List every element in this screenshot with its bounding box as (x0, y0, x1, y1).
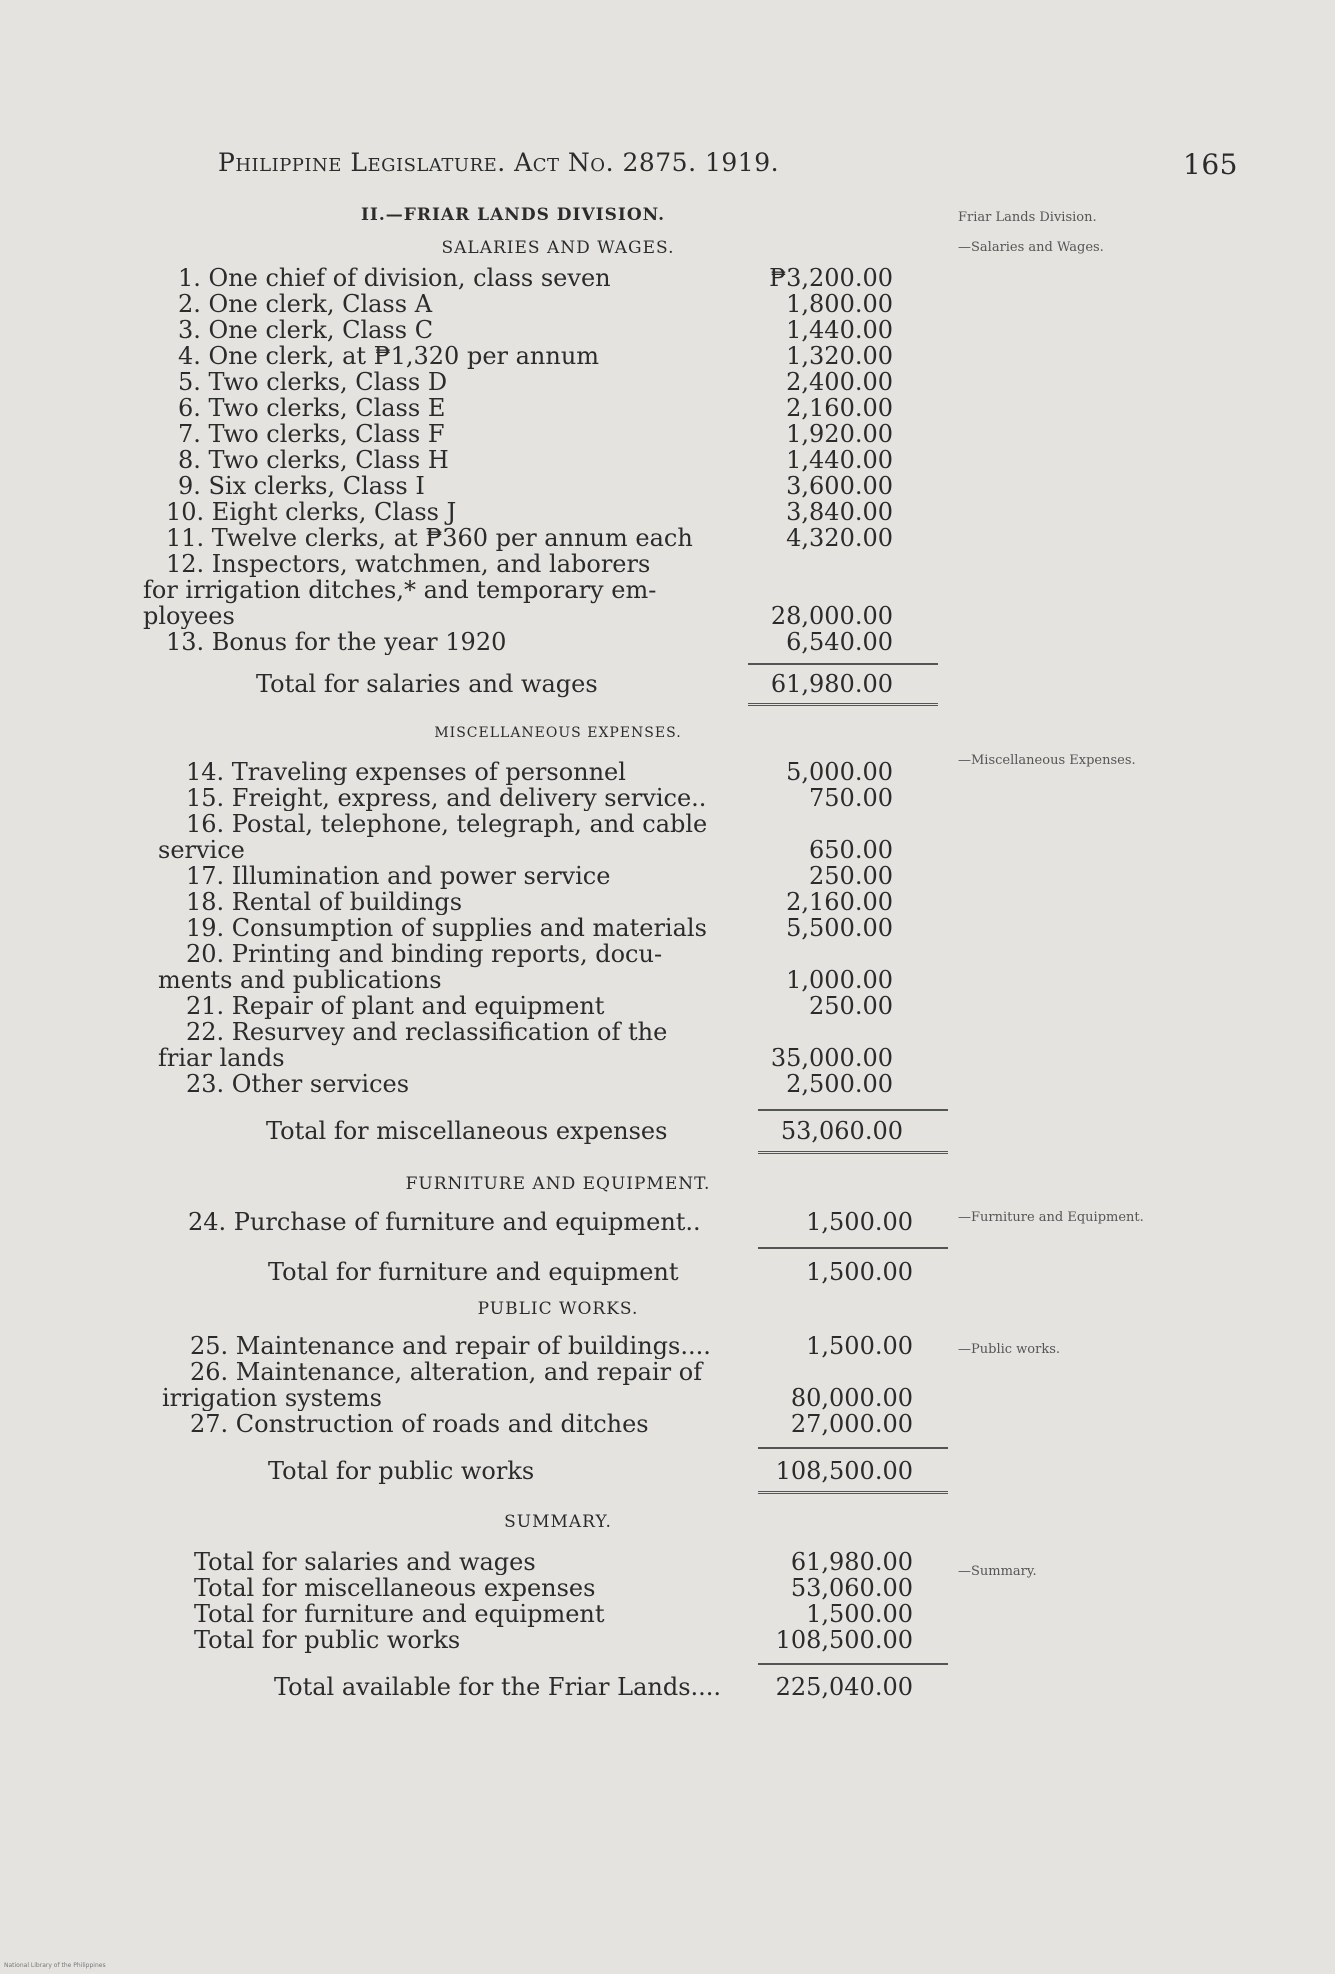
salaries-heading: SALARIES AND WAGES. (441, 238, 675, 258)
table-row: 5. Two clerks, Class D 2,400.00 (178, 368, 893, 396)
table-row: 15. Freight, express, and delivery service.. 750.00 (186, 784, 893, 812)
table-row: 10. Eight clerks, Class J 3,840.00 (166, 498, 893, 526)
furniture-heading: FURNITURE AND EQUIPMENT. (405, 1174, 711, 1194)
rule (758, 1447, 948, 1449)
table-row: ments and publications 1,000.00 (158, 966, 893, 994)
double-rule (758, 1491, 948, 1497)
appropriation-table (143, 205, 948, 1705)
item-16-line-1: 16. Postal, telephone, telegraph, and cable (186, 810, 708, 838)
table-row: 24. Purchase of furniture and equipment.. 1,500.00 (188, 1208, 913, 1236)
table-row: 8. Two clerks, Class H 1,440.00 (178, 446, 893, 474)
table-row: 2. One clerk, Class A 1,800.00 (178, 290, 893, 318)
table-row: 9. Six clerks, Class I 3,600.00 (178, 472, 893, 500)
division-title: II.—FRIAR LANDS DIVISION. (360, 205, 666, 225)
running-head (218, 148, 1238, 184)
table-row: ployees 28,000.00 (143, 602, 893, 630)
double-rule (748, 703, 938, 709)
item-26-line-1: 26. Maintenance, alteration, and repair of (190, 1358, 703, 1386)
margin-note-salaries: —Salaries and Wages. (958, 240, 1104, 255)
table-row: Total for miscellaneous expenses 53,060.00 (194, 1574, 913, 1602)
table-row: Total for public works 108,500.00 (194, 1626, 913, 1654)
furniture-total-row: Total for furniture and equipment 1,500.00 (268, 1258, 913, 1286)
table-row: 14. Traveling expenses of personnel 5,000.00 (186, 758, 893, 786)
table-row: friar lands 35,000.00 (158, 1044, 893, 1072)
public-works-total-row: Total for public works 108,500.00 (268, 1457, 913, 1485)
salaries-items (143, 264, 948, 656)
margin-note-public-works: —Public works. (958, 1342, 1061, 1357)
table-row: 3. One clerk, Class C 1,440.00 (178, 316, 893, 344)
table-row: 4. One clerk, at ₱1,320 per annum 1,320.00 (178, 342, 893, 370)
margin-note-misc: —Miscellaneous Expenses. (958, 753, 1136, 768)
table-row: 18. Rental of buildings 2,160.00 (186, 888, 893, 916)
table-row: 7. Two clerks, Class F 1,920.00 (178, 420, 893, 448)
table-row: 27. Construction of roads and ditches 27,000.00 (190, 1410, 913, 1438)
misc-heading: MISCELLANEOUS EXPENSES. (434, 725, 682, 741)
rule (748, 663, 938, 665)
table-row: irrigation systems 80,000.00 (162, 1384, 913, 1412)
margin-note-summary: —Summary. (958, 1564, 1037, 1579)
double-rule (758, 1151, 948, 1157)
table-row: Total for furniture and equipment 1,500.00 (194, 1600, 913, 1628)
item-22-line-1: 22. Resurvey and reclassification of the (186, 1018, 668, 1046)
page-number: 165 (1183, 148, 1238, 181)
rule (758, 1247, 948, 1249)
rule (758, 1663, 948, 1665)
table-row: Total for salaries and wages 61,980.00 (194, 1548, 913, 1576)
salaries-total-row: Total for salaries and wages 61,980.00 (256, 670, 893, 698)
item-20-line-1: 20. Printing and binding reports, docu- (186, 940, 663, 968)
table-row: 17. Illumination and power service 250.00 (186, 862, 893, 890)
item-12-line-2: for irrigation ditches,* and temporary em- (143, 576, 657, 604)
table-row: service 650.00 (158, 836, 893, 864)
margin-note-division: Friar Lands Division. (958, 210, 1097, 225)
item-12-line-1: 12. Inspectors, watchmen, and laborers (166, 550, 651, 578)
rule (758, 1109, 948, 1111)
grand-total-row: Total available for the Friar Lands.... 225,040.00 (274, 1673, 913, 1701)
public-works-heading: PUBLIC WORKS. (477, 1299, 639, 1319)
margin-note-furniture: —Furniture and Equipment. (958, 1210, 1144, 1225)
misc-total-row: Total for miscellaneous expenses 53,060.00 (266, 1117, 903, 1145)
table-row: 23. Other services 2,500.00 (186, 1070, 893, 1098)
footer-credit: National Library of the Philippines (4, 1962, 106, 1969)
table-row: 6. Two clerks, Class E 2,160.00 (178, 394, 893, 422)
table-row: 11. Twelve clerks, at ₱360 per annum each 4,320.00 (166, 524, 893, 552)
table-row: 21. Repair of plant and equipment 250.00 (186, 992, 893, 1020)
table-row: 13. Bonus for the year 1920 6,540.00 (166, 628, 893, 656)
table-row: 1. One chief of division, class seven ₱3,200.00 (178, 264, 893, 292)
table-row: 19. Consumption of supplies and materials 5,500.00 (186, 914, 893, 942)
running-title: Philippine Legislature. Act No. 2875. 1919. (218, 148, 780, 177)
table-row: 25. Maintenance and repair of buildings.... 1,500.00 (190, 1332, 913, 1360)
summary-heading: SUMMARY. (504, 1512, 612, 1532)
